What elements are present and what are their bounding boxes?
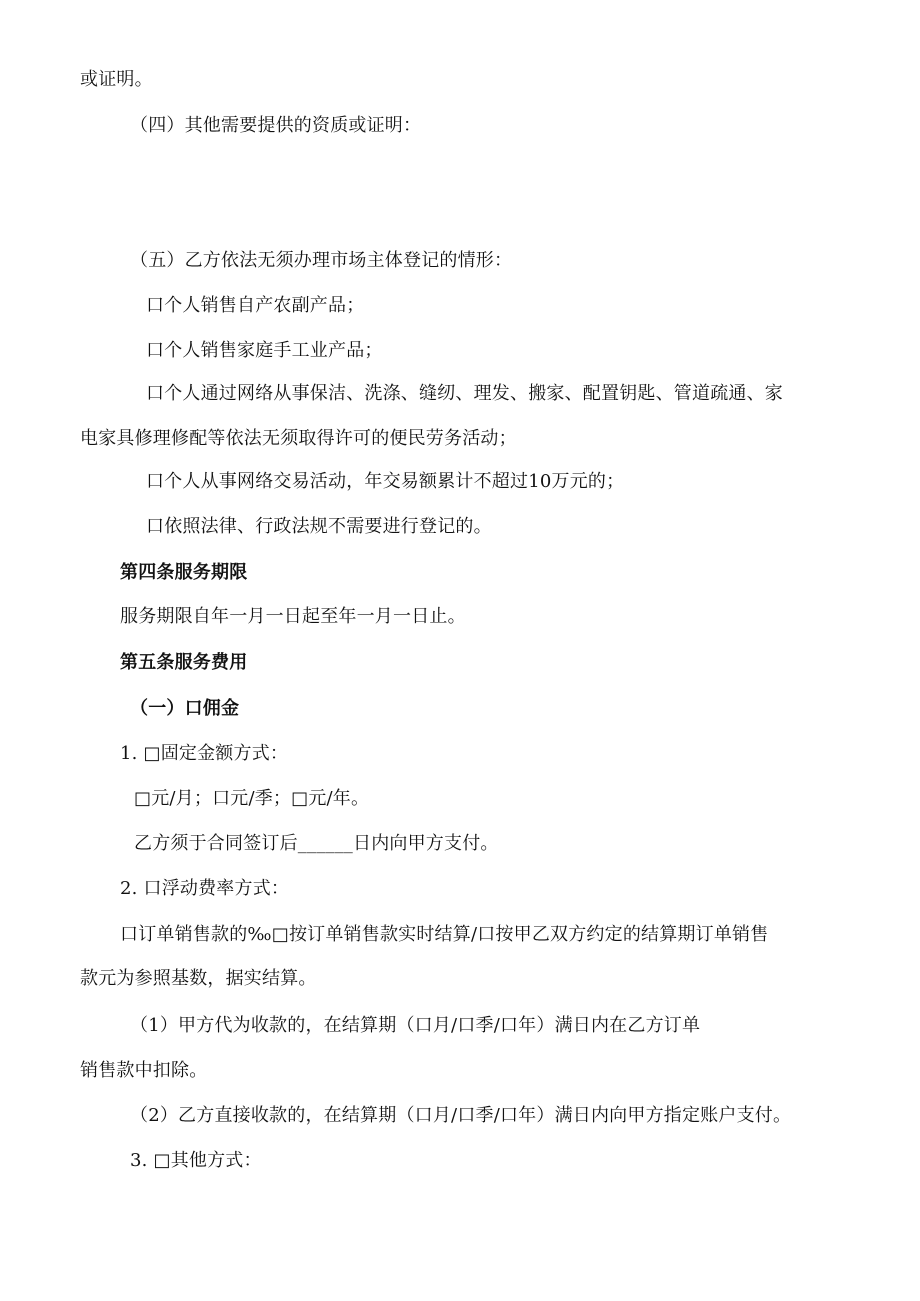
checkbox-option: 口个人从事网络交易活动，年交易额累计不超过10万元的； — [146, 471, 625, 492]
text-line: 电家具修理修配等依法无须取得许可的便民劳务活动； — [80, 428, 517, 449]
checkbox-option: 口依照法律、行政法规不需要进行登记的。 — [146, 516, 492, 537]
article-heading-5: 第五条服务费用 — [120, 652, 248, 673]
text-line: （1）甲方代为收款的，在结算期（口月/口季/口年）满日内在乙方订单 — [130, 1015, 701, 1036]
text-line: 销售款中扣除。 — [80, 1060, 208, 1081]
checkbox-option: 口个人销售家庭手工业产品； — [146, 340, 383, 361]
checkbox-option: 口个人销售自产农副产品； — [146, 295, 365, 316]
text-line: 或证明。 — [80, 69, 153, 90]
numbered-item: 1. □固定金额方式： — [120, 743, 289, 764]
checkbox-option: 口个人通过网络从事保洁、洗涤、缝纫、理发、搬家、配置钥匙、管道疏通、家 — [146, 383, 783, 404]
text-line: 服务期限自年一月一日起至年一月一日止。 — [120, 606, 466, 627]
subsection-heading: （一）口佣金 — [130, 698, 240, 719]
numbered-item: 3. □其他方式： — [130, 1150, 262, 1171]
section-heading-5: （五）乙方依法无须办理市场主体登记的情形： — [130, 250, 513, 271]
text-line: 款元为参照基数，据实结算。 — [80, 968, 317, 989]
checkbox-option: 口订单销售款的‰□按订单销售款实时结算/口按甲乙双方约定的结算期订单销售 — [120, 924, 769, 945]
article-heading-4: 第四条服务期限 — [120, 562, 248, 583]
numbered-item: 2. 口浮动费率方式： — [120, 878, 290, 899]
text-line: （2）乙方直接收款的，在结算期（口月/口季/口年）满日内向甲方指定账户支付。 — [130, 1105, 792, 1126]
text-line: 乙方须于合同签订后______日内向甲方支付。 — [134, 833, 499, 854]
checkbox-option: □元/月；口元/季；□元/年。 — [134, 788, 370, 809]
section-heading-4: （四）其他需要提供的资质或证明： — [130, 115, 422, 136]
